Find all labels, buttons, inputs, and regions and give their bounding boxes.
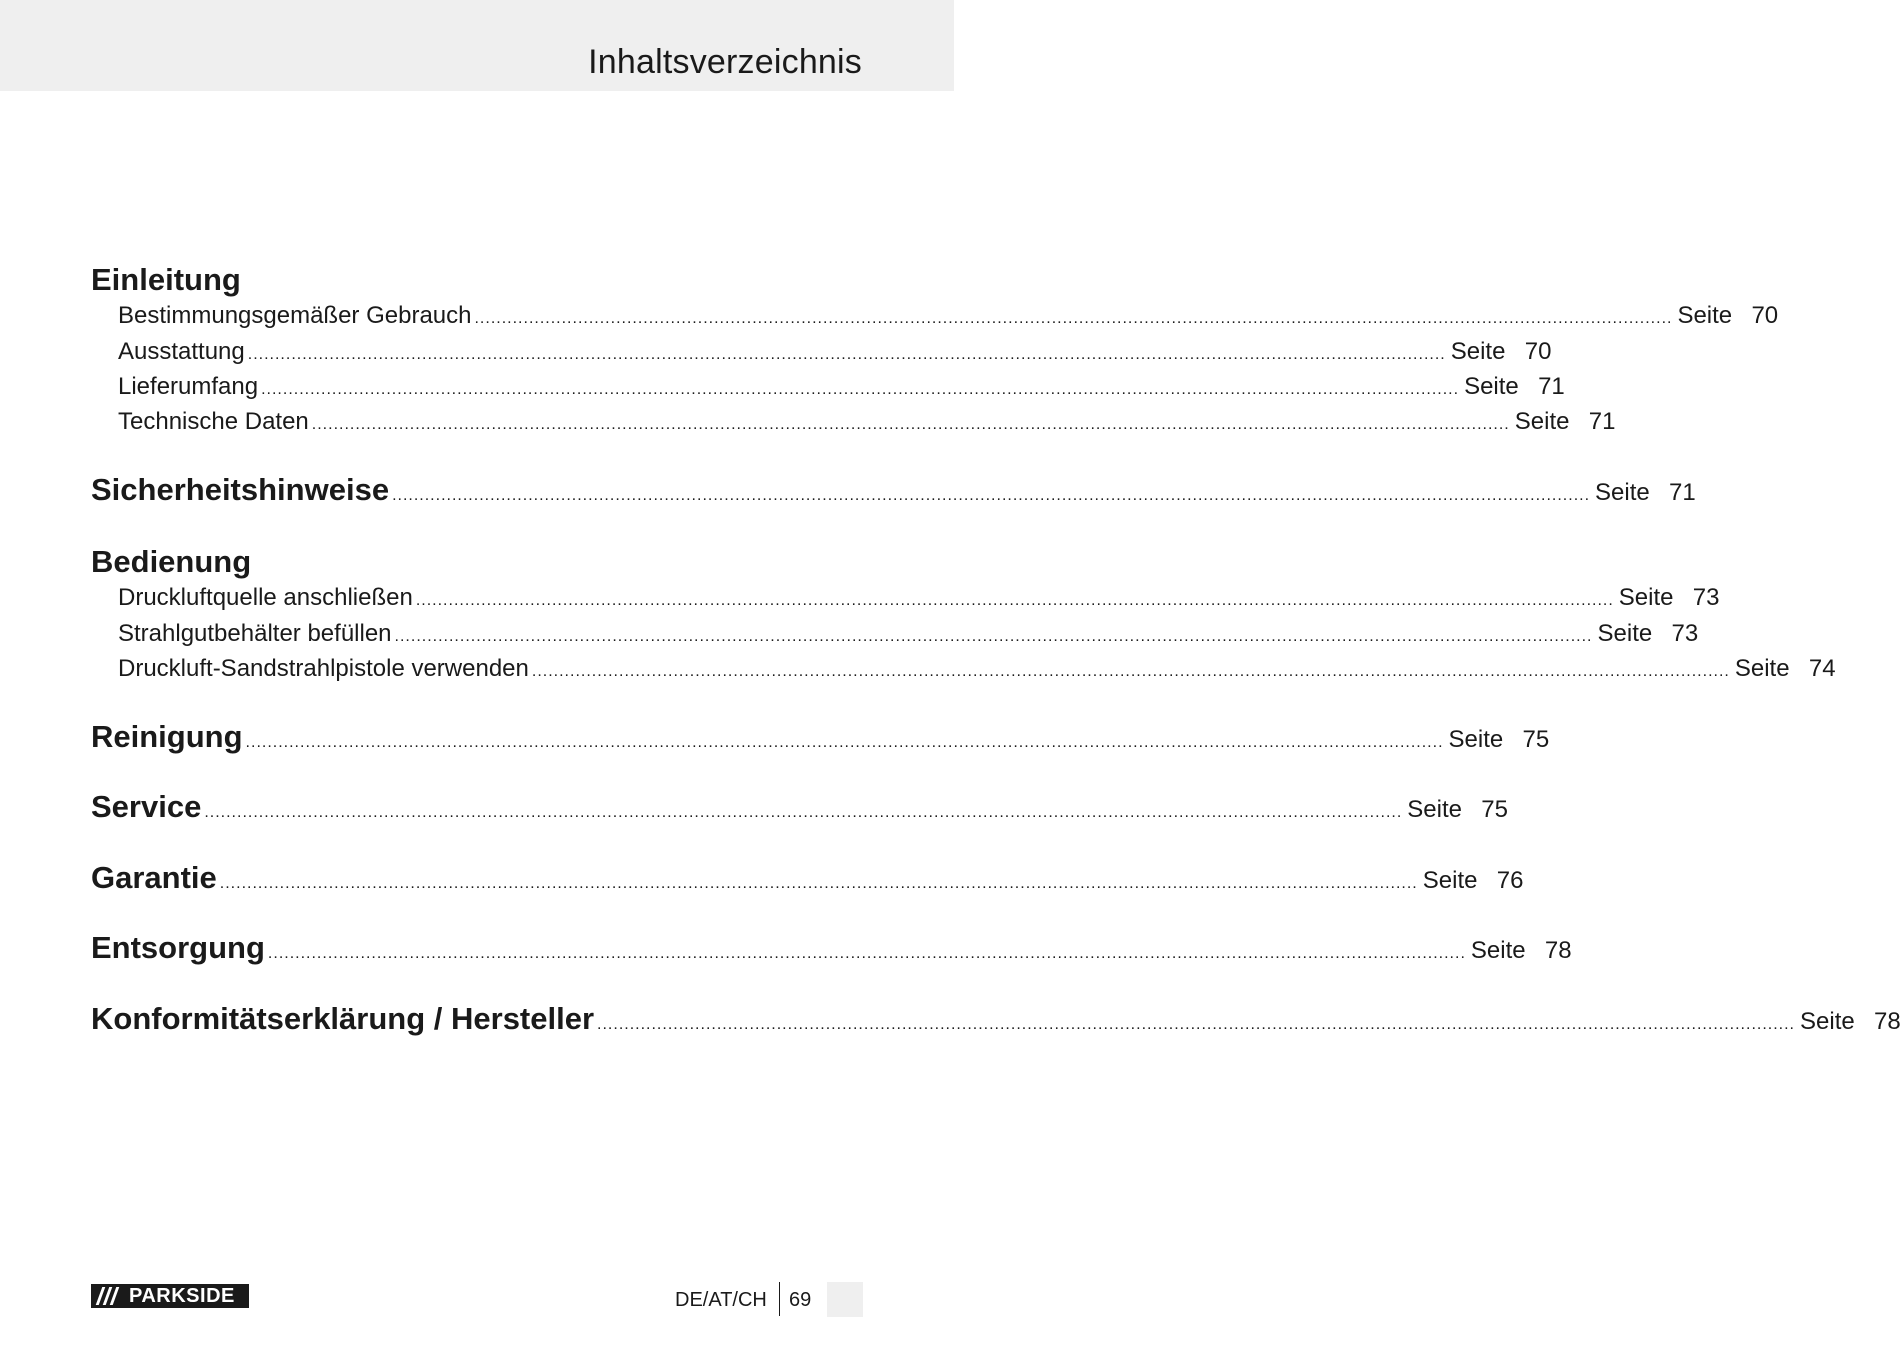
toc-page-number: 71 (1669, 479, 1696, 506)
toc-section-heading: Einleitung (91, 262, 241, 297)
toc-entry-label: Druckluft-Sandstrahlpistole verwenden (118, 655, 529, 682)
toc-entry[interactable] (118, 408, 1616, 436)
toc-entry[interactable] (118, 655, 1836, 683)
toc-main-entry[interactable] (91, 719, 1550, 755)
toc-section-heading: Reinigung (91, 719, 243, 754)
toc-section-heading: Entsorgung (91, 930, 265, 965)
toc-leader-dots: ............................................................................................................................................................................................................................ (267, 945, 1466, 962)
toc-page-word: Seite (1800, 1008, 1855, 1035)
brand-logo (91, 1284, 249, 1308)
toc-page-word: Seite (1422, 867, 1478, 894)
toc-leader-dots: ............................................................................................................................................................................................................................ (311, 416, 1510, 433)
toc-page-number: 71 (1588, 408, 1616, 435)
toc-page-word: Seite (1734, 655, 1790, 682)
toc-section-heading: Sicherheitshinweise (91, 472, 390, 507)
toc-page-number: 74 (1808, 655, 1836, 682)
toc-main-entry[interactable] (91, 472, 1696, 508)
toc-page-word: Seite (1514, 408, 1570, 435)
toc-leader-dots: ............................................................................................................................................................................................................................ (219, 875, 1418, 892)
toc-page-number: 73 (1671, 620, 1699, 647)
toc-entry-label: Ausstattung (118, 338, 245, 365)
toc-entry[interactable] (118, 373, 1565, 401)
toc-page-word: Seite (1450, 338, 1506, 365)
footer-page-number: 69 (789, 1289, 812, 1311)
toc-entry-label: Strahlgutbehälter befüllen (118, 620, 392, 647)
toc-leader-dots: ............................................................................................................................................................................................................................ (415, 592, 1614, 609)
toc-page-word: Seite (1618, 584, 1674, 611)
toc-section-heading: Konformitätserklärung / Hersteller (91, 1001, 595, 1036)
toc-main-entry[interactable] (91, 860, 1524, 896)
toc-entry[interactable] (118, 338, 1552, 366)
toc-page-number: 73 (1692, 584, 1720, 611)
footer-region: DE/AT/CH (675, 1289, 767, 1311)
page-header (0, 0, 954, 91)
toc-leader-dots: ............................................................................................................................................................................................................................ (261, 381, 1460, 398)
footer-divider (779, 1282, 780, 1316)
toc-leader-dots: ............................................................................................................................................................................................................................ (597, 1016, 1795, 1033)
toc-section-heading: Garantie (91, 860, 217, 895)
toc-page-word: Seite (1464, 373, 1519, 400)
footer-tab-box (827, 1282, 863, 1317)
toc-page-number: 70 (1751, 302, 1779, 329)
toc-entry-label: Druckluftquelle anschließen (118, 584, 413, 611)
toc-leader-dots: ............................................................................................................................................................................................................................ (247, 346, 1446, 363)
toc-section-heading: Service (91, 789, 202, 824)
toc-leader-dots: ............................................................................................................................................................................................................................ (474, 310, 1673, 327)
toc-page-number: 75 (1522, 726, 1550, 753)
toc-page-word: Seite (1448, 726, 1504, 753)
toc-leader-dots: ............................................................................................................................................................................................................................ (394, 628, 1593, 645)
logo-text: PARKSIDE (129, 1285, 235, 1307)
logo-stripes-icon (91, 1284, 129, 1308)
toc-page-word: Seite (1597, 620, 1653, 647)
toc-page-word: Seite (1677, 302, 1733, 329)
toc-entry[interactable] (118, 302, 1779, 330)
toc-page-number: 76 (1496, 867, 1524, 894)
toc-leader-dots: ............................................................................................................................................................................................................................ (204, 804, 1403, 821)
toc-leader-dots: ............................................................................................................................................................................................................................ (392, 487, 1591, 504)
toc-main-entry[interactable] (91, 789, 1508, 825)
toc-entry-label: Lieferumfang (118, 373, 259, 400)
toc-entry-label: Bestimmungsgemäßer Gebrauch (118, 302, 472, 329)
page-title: Inhaltsverzeichnis (588, 43, 862, 81)
toc-page-number: 78 (1544, 937, 1572, 964)
toc-page-number: 75 (1481, 796, 1508, 823)
toc-entry-label: Technische Daten (118, 408, 309, 435)
toc-entry[interactable] (118, 620, 1699, 648)
toc-leader-dots: ............................................................................................................................................................................................................................ (245, 734, 1444, 751)
toc-page-word: Seite (1470, 937, 1526, 964)
toc-leader-dots: ............................................................................................................................................................................................................................ (531, 663, 1730, 680)
toc-page-number: 70 (1524, 338, 1552, 365)
toc-section-heading: Bedienung (91, 544, 252, 579)
toc-page-number: 71 (1538, 373, 1565, 400)
toc-main-entry[interactable] (91, 930, 1572, 966)
toc-main-entry[interactable] (91, 1001, 1901, 1037)
toc-page-word: Seite (1595, 479, 1650, 506)
toc-page-word: Seite (1407, 796, 1462, 823)
toc-entry[interactable] (118, 584, 1720, 612)
toc-page-number: 78 (1874, 1008, 1901, 1035)
